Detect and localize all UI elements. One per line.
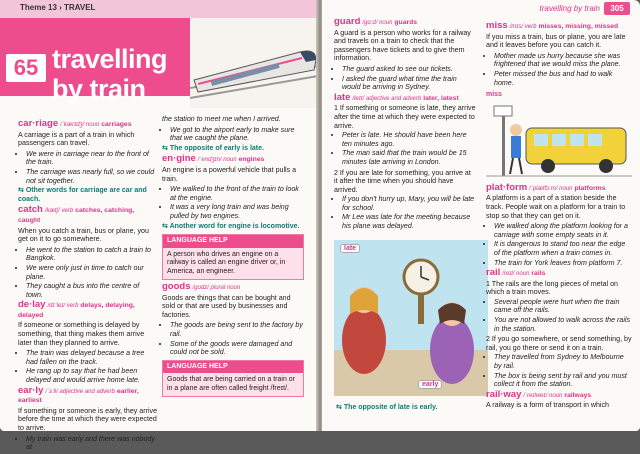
example: • It was a very long train and was being pulled by two engines.	[170, 203, 304, 220]
pronunciation: /ˈendʒɪn/ noun	[197, 157, 237, 164]
word-forms: misses, missing, missed	[538, 23, 619, 30]
language-help-box	[162, 360, 304, 397]
caption-miss: miss	[486, 91, 502, 99]
word-forms: catches, catching, caught	[18, 207, 135, 224]
definition: A carriage is a part of a train in which passengers can travel.	[18, 130, 135, 148]
headword: en·gine	[162, 153, 196, 165]
headword: catch	[18, 204, 43, 216]
unit-title	[52, 44, 167, 104]
running-head: travelling by train	[539, 4, 600, 13]
right-column-1	[334, 18, 476, 233]
example: • They caught a bus into the centre of town.	[26, 282, 158, 299]
definition: Goods are things that can be bought and sold or that are used by businesses and factories.	[162, 293, 291, 319]
definition: A railway is a form of transport in which	[486, 401, 610, 410]
example: • It is dangerous to stand too near the edge of the platform when a train comes in.	[494, 240, 632, 257]
unit-title-line1: travelling	[52, 44, 168, 74]
word-forms: engines	[238, 156, 265, 164]
examples	[162, 126, 304, 143]
pronunciation: /gʊdz/ plural noun	[192, 284, 241, 291]
headword: ear·ly	[18, 384, 44, 396]
example: • I asked the guard what time the train would be arriving in Sydney.	[342, 75, 476, 92]
unit-title-line2: by train	[52, 74, 146, 104]
entry-guard	[334, 18, 476, 92]
headword: de·lay	[18, 299, 46, 311]
tip	[336, 403, 437, 411]
definition: If someone or something is delayed by something, that thing makes them arrive later than they planned to arrive.	[18, 321, 145, 347]
example: • We were only just in time to catch our plane.	[26, 264, 158, 281]
entry-engine	[162, 155, 304, 231]
left-column-1	[18, 120, 158, 454]
entry-platform	[486, 181, 632, 267]
tip-text: The opposite of late is early.	[343, 404, 438, 411]
definition: If something or someone is early, they arrive before the time at which they were expected to arrive.	[18, 406, 158, 432]
language-help-body: Goods that are being carried on a train or in a plane are often called freight /freɪt/.	[167, 376, 296, 392]
late-early-illustration	[334, 240, 488, 396]
pronunciation: /ˈreɪlweɪ/ noun	[523, 392, 563, 399]
headword: rail·way	[486, 388, 522, 400]
left-column-2	[162, 114, 304, 400]
entry-late	[334, 91, 476, 231]
language-help-heading: LANGUAGE HELP	[163, 361, 303, 374]
examples	[18, 246, 158, 300]
word-forms: rails	[531, 270, 546, 278]
pronunciation: /ˈkærɪdʒ/ noun	[60, 122, 100, 128]
example: • The carriage was nearly full, so we could not sit together.	[26, 168, 158, 185]
example: • The train for York leaves from platform 7.	[494, 259, 632, 268]
pronunciation: /mɪs/ verb	[509, 24, 537, 30]
example: • The box is being sent by rail and you must collect it from the station.	[494, 372, 632, 389]
pronunciation: /kætʃ/ verb	[44, 208, 74, 215]
example: • They travelled from Sydney to Melbourne by rail.	[494, 353, 632, 370]
pronunciation: /reɪl/ noun	[502, 271, 530, 278]
example: • The guard asked to see our tickets.	[342, 65, 476, 74]
word-forms: delays, delaying, delayed	[18, 302, 135, 319]
example: • Mr Lee was late for the meeting because his plane was delayed.	[342, 213, 476, 230]
sense-2: 2 If you are late for something, you arrive at it after the time when you should have arrived.	[334, 168, 471, 194]
arrow-icon: ⇆	[336, 404, 344, 411]
headword: rail	[486, 267, 501, 279]
right-page	[322, 0, 640, 431]
examples	[18, 150, 158, 185]
example: • We walked to the front of the train to look at the engine.	[170, 185, 304, 202]
example: • The goods are being sent to the factory by rail.	[170, 321, 304, 338]
entry-rail	[486, 269, 632, 389]
example: • The man said that the train would be 15 minutes late arriving in London.	[342, 149, 476, 166]
headword: goods	[162, 280, 191, 292]
language-help-body: A person who drives an engine on a railway is called an engine driver or, in America, an engineer.	[167, 250, 286, 275]
example: • Peter missed the bus and had to walk home.	[494, 70, 632, 87]
example: • Peter is late. He should have been here ten minutes ago.	[342, 131, 476, 148]
entry-catch	[18, 206, 158, 299]
word-forms: earlier, earliest	[18, 387, 139, 405]
language-help-box	[162, 234, 304, 280]
examples	[486, 222, 632, 267]
entry-goods	[162, 280, 304, 357]
pronunciation: /gɑːd/ noun	[362, 20, 393, 26]
page-number: 305	[604, 2, 630, 15]
definition: When you catch a train, bus or plane, you get on it to go somewhere.	[18, 226, 149, 244]
tip	[162, 223, 304, 232]
entry-delay	[18, 301, 158, 384]
bus-illustration	[486, 102, 632, 182]
continuation: the station to meet me when I arrived.	[162, 115, 281, 123]
sense-1: 1 If something or someone is late, they arrive after the time at which they were expected to arrive.	[334, 104, 476, 130]
entry-miss	[486, 22, 632, 87]
examples	[18, 435, 158, 452]
examples	[162, 321, 304, 356]
word-forms: railways	[564, 391, 592, 399]
headword: late	[334, 91, 351, 103]
sense-1: 1 The rails are the long pieces of metal on which a train moves.	[486, 279, 618, 297]
headword: car·riage	[18, 118, 59, 129]
definition: If you miss a train, bus or plane, you are late and it leaves before you can catch it.	[486, 32, 626, 50]
examples	[334, 195, 476, 230]
example: • You are not allowed to walk across the rails in the station.	[494, 316, 632, 333]
headword: guard	[334, 16, 361, 27]
example: • We walked along the platform looking for a carriage with some empty seats in it.	[494, 222, 632, 239]
definition: An engine is a powerful vehicle that pulls a train.	[162, 165, 297, 183]
station-clock-scene	[334, 240, 488, 396]
tip	[162, 145, 304, 154]
examples	[162, 185, 304, 220]
left-page	[0, 0, 318, 452]
example: • The train was delayed because a tree had fallen on the track.	[26, 349, 158, 366]
examples	[18, 349, 158, 384]
word-forms: guards	[394, 19, 418, 26]
sense-2: 2 If you go somewhere, or send something, by rail, you go there or send it on a train.	[486, 335, 632, 352]
examples	[334, 131, 476, 166]
example: • If you don't hurry up, Mary, you will be late for school.	[342, 195, 476, 212]
entry-railway	[486, 388, 632, 410]
tip	[18, 187, 158, 204]
examples	[486, 353, 632, 388]
right-column-2	[486, 22, 632, 412]
word-forms: platforms	[574, 184, 606, 192]
example: • We got to the airport early to make sure that we caught the plane.	[170, 126, 304, 143]
examples	[486, 298, 632, 333]
example: • We were in carriage near to the front of the train.	[26, 150, 158, 167]
pronunciation: /dɪˈleɪ/ verb	[47, 303, 79, 310]
entry-early	[18, 384, 158, 452]
theme-tab	[0, 0, 318, 18]
example: • Several people were hurt when the train came off the rails.	[494, 298, 632, 315]
example: • He rang up to say that he had been delayed and would arrive home late.	[26, 367, 158, 384]
arrow-icon: ⇆	[18, 187, 26, 195]
pronunciation: /ˈɜːli/ adjective and adverb	[45, 388, 115, 395]
tip-text: Another word for engine is locomotive.	[169, 222, 300, 230]
entry-carriage	[18, 120, 158, 204]
example: • Mother made us hurry because she was frightened that we would miss the plane.	[494, 52, 632, 69]
word-forms: later, latest	[423, 94, 459, 102]
example: • He went to the station to catch a train to Bangkok.	[26, 246, 158, 263]
example: • Some of the goods were damaged and could not be sold.	[170, 340, 304, 357]
headword: miss	[486, 20, 508, 31]
language-help-heading: LANGUAGE HELP	[163, 235, 303, 248]
arrow-icon: ⇆	[162, 222, 170, 230]
tip-text: Other words for carriage are car and coach.	[18, 187, 147, 203]
pronunciation: /ˈplætfɔːm/ noun	[529, 185, 573, 192]
arrow-icon: ⇆	[162, 144, 170, 152]
unit-number: 65	[6, 54, 46, 82]
definition: A platform is a part of a station beside the track. People wait on a platform for a train to stop so that they can get on it.	[486, 194, 626, 220]
pronunciation: /leɪt/ adjective and adverb	[352, 95, 422, 102]
caption-early: early	[418, 380, 442, 389]
title-band	[0, 18, 205, 104]
theme-label: Theme 13 › TRAVEL	[20, 3, 96, 12]
tip-text: The opposite of early is late.	[169, 144, 264, 152]
examples	[486, 52, 632, 87]
example: • My train was early and there was nobody at	[26, 435, 158, 452]
train-illustration	[190, 18, 318, 108]
definition: A guard is a person who works for a railway and travels on a train to check that the passengers have tickets and to give them information.	[334, 28, 471, 63]
examples	[334, 65, 476, 92]
caption-late: late	[340, 244, 360, 253]
word-forms: carriages	[101, 121, 132, 128]
headword: plat·form	[486, 181, 528, 193]
